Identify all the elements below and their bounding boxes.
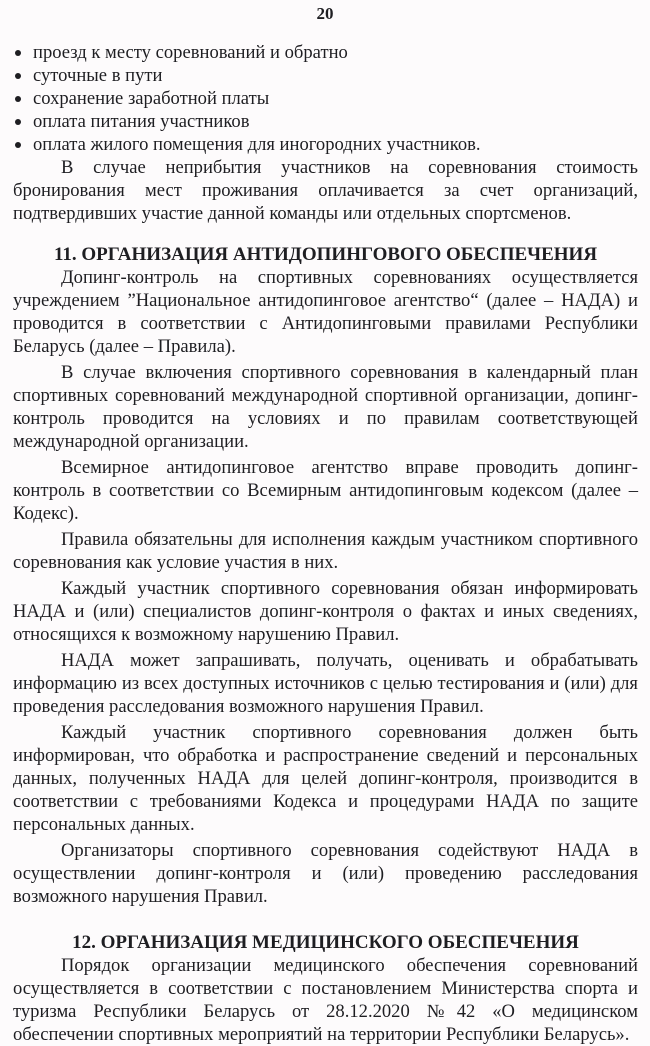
bullet-icon — [15, 142, 21, 148]
list-item — [13, 110, 638, 133]
spacer — [13, 908, 638, 931]
paragraph: Организаторы спортивного соревнования содействуют НАДА в осуществлении допинг-контроля и (или) проведению расследования возможного нарушения Правил. — [13, 840, 638, 907]
paragraph: В случае включения спортивного соревнования в календарный план спортивных соревнований международной спортивной организации, допинг-контроль проводится на условиях и по правилам соответствующей международной организации. — [13, 362, 638, 452]
list-item-text: оплата питания участников — [33, 111, 250, 132]
list-item-text: суточные в пути — [33, 65, 163, 86]
paragraph-no-show-cost: В случае неприбытия участников на соревнования стоимость бронирования мест проживания оплачивается за счет организаций, подтвердивших участие данной команды или отдельных спортсменов. — [13, 157, 638, 224]
paragraph: Порядок организации медицинского обеспечения соревнований осуществляется в соответствии с постановлением Министерства спорта и туризма Республики Беларусь от 28.12.2020 №42 «О медицинском обеспечении спортивных мероприятий на территории Республики Беларусь». — [13, 955, 638, 1045]
list-item — [13, 64, 638, 87]
section-title: 12. ОРГАНИЗАЦИЯ МЕДИЦИНСКОГО ОБЕСПЕЧЕНИЯ — [72, 932, 579, 953]
section-title: 11. ОРГАНИЗАЦИЯ АНТИДОПИНГОВОГО ОБЕСПЕЧЕНИЯ — [53, 244, 598, 265]
list-item-text: проезд к месту соревнований и обратно — [33, 42, 348, 63]
document-body — [13, 41, 638, 1046]
bullet-icon — [15, 73, 21, 79]
section-antidoping — [13, 243, 638, 908]
paragraph: Правила обязательны для исполнения каждым участником спортивного соревнования как условие участия в них. — [13, 529, 638, 573]
paragraph: Допинг-контроль на спортивных соревнованиях осуществляется учреждением ”Национальное антидопинговое агентство“ (далее – НАДА) и проводится в соответствии с Антидопинговыми правилами Республики Беларусь (далее – Правила). — [13, 267, 638, 357]
list-item — [13, 133, 638, 156]
paragraph: Каждый участник спортивного соревнования обязан информировать НАДА и (или) специалистов допинг-контроля о фактах и иных сведениях, относящихся к возможному нарушению Правил. — [13, 578, 638, 645]
page-number: 20 — [316, 4, 334, 23]
list-item — [13, 41, 638, 64]
list-item-text: оплата жилого помещения для иногородних участников. — [33, 134, 481, 155]
bullet-icon — [15, 96, 21, 102]
paragraph: Каждый участник спортивного соревнования должен быть информирован, что обработка и распространение сведений и персональных данных, полученных НАДА для целей допинг-контроля, производится в соответствии с требованиями Кодекса и процедурами НАДА по защите персональных данных. — [13, 722, 638, 835]
spacer — [13, 225, 638, 243]
section-medical — [13, 931, 638, 1046]
expense-list — [13, 41, 638, 156]
paragraph: Всемирное антидопинговое агентство вправе проводить допинг-контроль в соответствии со Всемирным антидопинговым кодексом (далее – Кодекс). — [13, 457, 638, 524]
list-item — [13, 87, 638, 110]
paragraph: НАДА может запрашивать, получать, оценивать и обрабатывать информацию из всех доступных источников с целью тестирования и (или) для проведения расследования возможного нарушения Правил. — [13, 650, 638, 717]
bullet-icon — [15, 50, 21, 56]
list-item-text: сохранение заработной платы — [33, 88, 270, 109]
bullet-icon — [15, 119, 21, 125]
